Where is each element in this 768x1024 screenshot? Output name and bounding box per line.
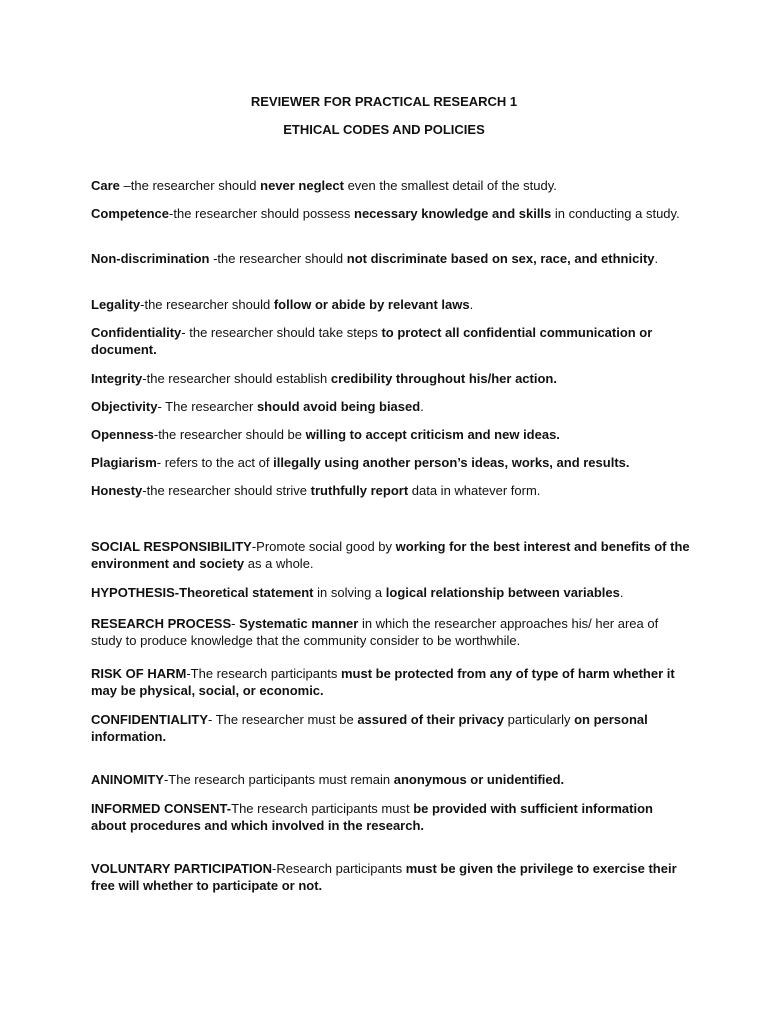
entry-bold-text: Competence bbox=[91, 206, 170, 221]
entry-bold-text: Objectivity bbox=[91, 399, 158, 414]
entry-informed-consent bbox=[91, 800, 691, 834]
entry-bold-text: be provided with sufficient information about procedures and which involved in the research. bbox=[91, 801, 653, 833]
entry-objectivity bbox=[91, 398, 691, 415]
entry-bold-text: anonymous or unidentified. bbox=[393, 772, 565, 787]
entry-legality bbox=[91, 296, 691, 313]
entry-bold-text: willing to accept criticism and new ideas. bbox=[305, 427, 560, 442]
entry-text: in which the researcher approaches his/ her area of study to produce knowledge that the community consider to be worthwhile. bbox=[91, 616, 659, 648]
entry-text: -Research participants bbox=[272, 861, 406, 876]
entry-honesty bbox=[91, 482, 691, 499]
entry-text: . bbox=[420, 399, 424, 414]
entry-bold-text: truthfully report bbox=[310, 483, 409, 498]
entry-bold-text: Confidentiality bbox=[91, 325, 182, 340]
entry-bold-text: on personal information. bbox=[91, 712, 648, 744]
entry-confidentiality bbox=[91, 324, 691, 358]
entry-bold-text: Honesty bbox=[91, 483, 143, 498]
entry-openness bbox=[91, 426, 691, 443]
entry-text: - The researcher bbox=[157, 399, 257, 414]
entry-text: - The researcher must be bbox=[208, 712, 358, 727]
entry-text: in conducting a study. bbox=[551, 206, 680, 221]
entry-confidentiality-privacy bbox=[91, 711, 691, 745]
entry-social-responsibility bbox=[91, 538, 691, 572]
entry-text: –the researcher should bbox=[119, 178, 261, 193]
entry-text: . bbox=[654, 251, 659, 266]
entry-bold-text: HYPOTHESIS-Theoretical statement bbox=[91, 585, 314, 600]
entry-bold-text: follow or abide by relevant laws bbox=[273, 297, 470, 312]
entry-text: as a whole. bbox=[244, 556, 314, 571]
entry-bold-text: never neglect bbox=[260, 178, 344, 193]
entry-bold-text: necessary knowledge and skills bbox=[354, 206, 552, 221]
entry-bold-text: RISK OF HARM bbox=[91, 666, 187, 681]
entry-bold-text: ANINOMITY bbox=[91, 772, 164, 787]
entry-bold-text: Openness bbox=[91, 427, 154, 442]
entry-bold-text: logical relationship between variables bbox=[385, 585, 620, 600]
entry-bold-text: Systematic manner bbox=[239, 616, 359, 631]
entry-bold-text: CONFIDENTIALITY bbox=[91, 712, 208, 727]
entry-bold-text: working for the best interest and benefits of the environment and society bbox=[91, 539, 690, 571]
entry-text: . bbox=[619, 585, 624, 600]
entry-bold-text: Care bbox=[91, 178, 120, 193]
entry-text: -the researcher should strive bbox=[142, 483, 311, 498]
entry-text: in solving a bbox=[313, 585, 386, 600]
entry-non-discrimination bbox=[91, 250, 691, 267]
entry-bold-text: must be given the privilege to exercise their free will whether to participate or not. bbox=[91, 861, 677, 893]
entry-text: -the researcher should possess bbox=[169, 206, 355, 221]
entry-bold-text: Non-discrimination bbox=[91, 251, 210, 266]
entry-text: data in whatever form. bbox=[408, 483, 541, 498]
entry-text: -the researcher should bbox=[140, 297, 274, 312]
entry-research-process bbox=[91, 615, 691, 649]
entry-text: particularly bbox=[504, 712, 575, 727]
entry-text: -the researcher should establish bbox=[142, 371, 331, 386]
entry-text: -Promote social good by bbox=[251, 539, 396, 554]
entry-bold-text: credibility throughout his/her action. bbox=[330, 371, 557, 386]
entry-text: -The research participants bbox=[186, 666, 341, 681]
entry-bold-text: should avoid being biased bbox=[256, 399, 421, 414]
entry-text: . bbox=[469, 297, 474, 312]
document-subtitle: ETHICAL CODES AND POLICIES bbox=[283, 122, 485, 137]
entry-text: The research participants must bbox=[231, 801, 414, 816]
entry-care bbox=[91, 177, 691, 194]
entry-bold-text: Legality bbox=[91, 297, 141, 312]
entry-bold-text: assured of their privacy bbox=[357, 712, 504, 727]
entry-plagiarism bbox=[91, 454, 691, 471]
entry-bold-text: INFORMED CONSENT- bbox=[91, 801, 232, 816]
entry-bold-text: Integrity bbox=[91, 371, 143, 386]
entry-hypothesis bbox=[91, 584, 691, 601]
entry-text: -the researcher should bbox=[209, 251, 347, 266]
entry-text: - bbox=[231, 616, 240, 631]
entry-text: even the smallest detail of the study. bbox=[343, 178, 557, 193]
entry-bold-text: not discriminate based on sex, race, and ethnicity bbox=[346, 251, 655, 266]
entry-text: - refers to the act of bbox=[156, 455, 274, 470]
entry-bold-text: SOCIAL RESPONSIBILITY bbox=[91, 539, 252, 554]
entry-bold-text: must be protected from any of type of harm whether it may be physical, social, or economic. bbox=[91, 666, 675, 698]
entry-bold-text: Plagiarism bbox=[91, 455, 157, 470]
entry-bold-text: RESEARCH PROCESS bbox=[91, 616, 232, 631]
entry-text: - the researcher should take steps bbox=[181, 325, 382, 340]
document-title: REVIEWER FOR PRACTICAL RESEARCH 1 bbox=[250, 94, 518, 109]
entry-bold-text: illegally using another person’s ideas, works, and results. bbox=[273, 455, 630, 470]
entry-competence bbox=[91, 205, 691, 222]
entry-risk-of-harm bbox=[91, 665, 691, 699]
entry-text: -The research participants must remain bbox=[163, 772, 394, 787]
entry-aninomity bbox=[91, 771, 691, 788]
entry-voluntary-participation bbox=[91, 860, 691, 894]
entry-integrity bbox=[91, 370, 691, 387]
entry-bold-text: VOLUNTARY PARTICIPATION bbox=[91, 861, 273, 876]
entry-bold-text: to protect all confidential communication or document. bbox=[91, 325, 653, 357]
entry-text: -the researcher should be bbox=[153, 427, 306, 442]
